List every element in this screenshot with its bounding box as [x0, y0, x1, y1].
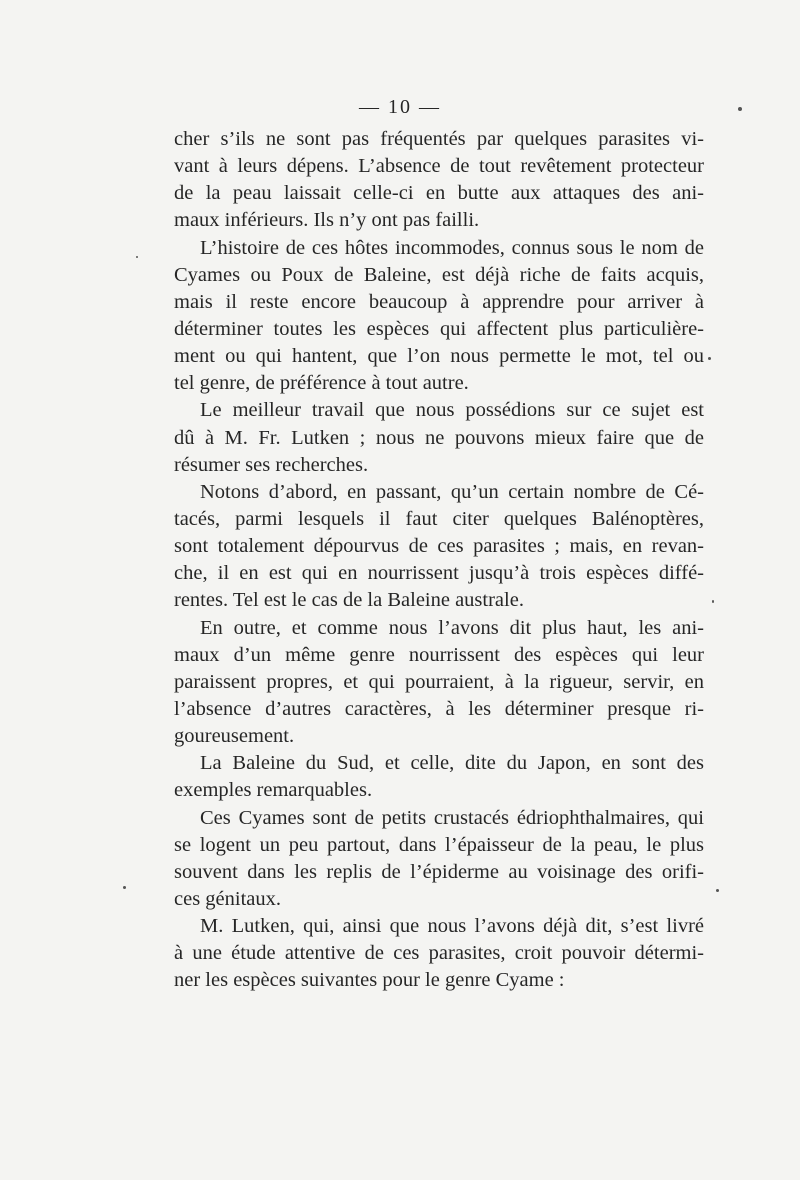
page-number: — 10 — [359, 96, 441, 118]
scan-speck [136, 256, 138, 258]
text-line: che, il en est qui en nourrissent jusqu’à trois espèces diffé- [174, 562, 704, 585]
text-line: à une étude attentive de ces parasites, croit pouvoir détermi- [174, 942, 704, 965]
body-text [174, 126, 704, 995]
paragraph-first-line: M. Lutken, qui, ainsi que nous l’avons déjà dit, s’est livré [200, 915, 704, 938]
text-line: l’absence d’autres caractères, à les déterminer presque ri- [174, 697, 704, 720]
text-line: mais il reste encore beaucoup à apprendre pour arriver à [174, 290, 704, 313]
scan-speck [708, 357, 711, 360]
scan-speck [738, 107, 742, 111]
text-line: vant à leurs dépens. L’absence de tout revêtement protecteur [174, 155, 704, 178]
paragraph-first-line: Ces Cyames sont de petits crustacés édriophthalmaires, qui [200, 806, 704, 829]
scan-speck [123, 886, 126, 889]
paragraph-first-line: La Baleine du Sud, et celle, dite du Japon, en sont des [200, 752, 704, 775]
text-line: paraissent propres, et qui pourraient, à la rigueur, servir, en [174, 670, 704, 693]
text-line: goureusement. [174, 725, 295, 748]
text-line: Cyames ou Poux de Baleine, est déjà riche de faits acquis, [174, 263, 704, 286]
paragraph-first-line: En outre, et comme nous l’avons dit plus haut, les ani- [200, 616, 704, 639]
text-line: maux d’un même genre nourrissent des espèces qui leur [174, 643, 704, 666]
scan-speck [716, 889, 719, 892]
text-line: maux inférieurs. Ils n’y ont pas failli. [174, 209, 480, 232]
text-line: de la peau laissait celle-ci en butte aux attaques des ani- [174, 182, 704, 205]
text-line: tacés, parmi lesquels il faut citer quelques Balénoptères, [174, 507, 704, 530]
text-line: ces génitaux. [174, 887, 282, 910]
text-line: résumer ses recherches. [174, 453, 369, 476]
text-line: souvent dans les replis de l’épiderme au voisinage des orifi- [174, 860, 704, 883]
text-line: ment ou qui hantent, que l’on nous permette le mot, tel ou [174, 345, 704, 368]
paragraph-first-line: Le meilleur travail que nous possédions sur ce sujet est [200, 399, 704, 422]
text-line: dû à M. Fr. Lutken ; nous ne pouvons mieux faire que de [174, 426, 704, 449]
text-line: déterminer toutes les espèces qui affectent plus particulière- [174, 317, 704, 340]
text-line: exemples remarquables. [174, 779, 373, 802]
paragraph-first-line: L’histoire de ces hôtes incommodes, connus sous le nom de [200, 236, 704, 259]
paragraph-first-line: Notons d’abord, en passant, qu’un certain nombre de Cé- [200, 480, 704, 503]
text-line: cher s’ils ne sont pas fréquentés par quelques parasites vi- [174, 128, 704, 150]
text-line: rentes. Tel est le cas de la Baleine australe. [174, 589, 524, 612]
text-line: ner les espèces suivantes pour le genre Cyame : [174, 969, 565, 992]
text-line: sont totalement dépourvus de ces parasites ; mais, en revan- [174, 535, 704, 558]
text-line: se logent un peu partout, dans l’épaisseur de la peau, le plus [174, 833, 704, 856]
text-line: tel genre, de préférence à tout autre. [174, 372, 469, 395]
scan-speck [712, 600, 714, 603]
